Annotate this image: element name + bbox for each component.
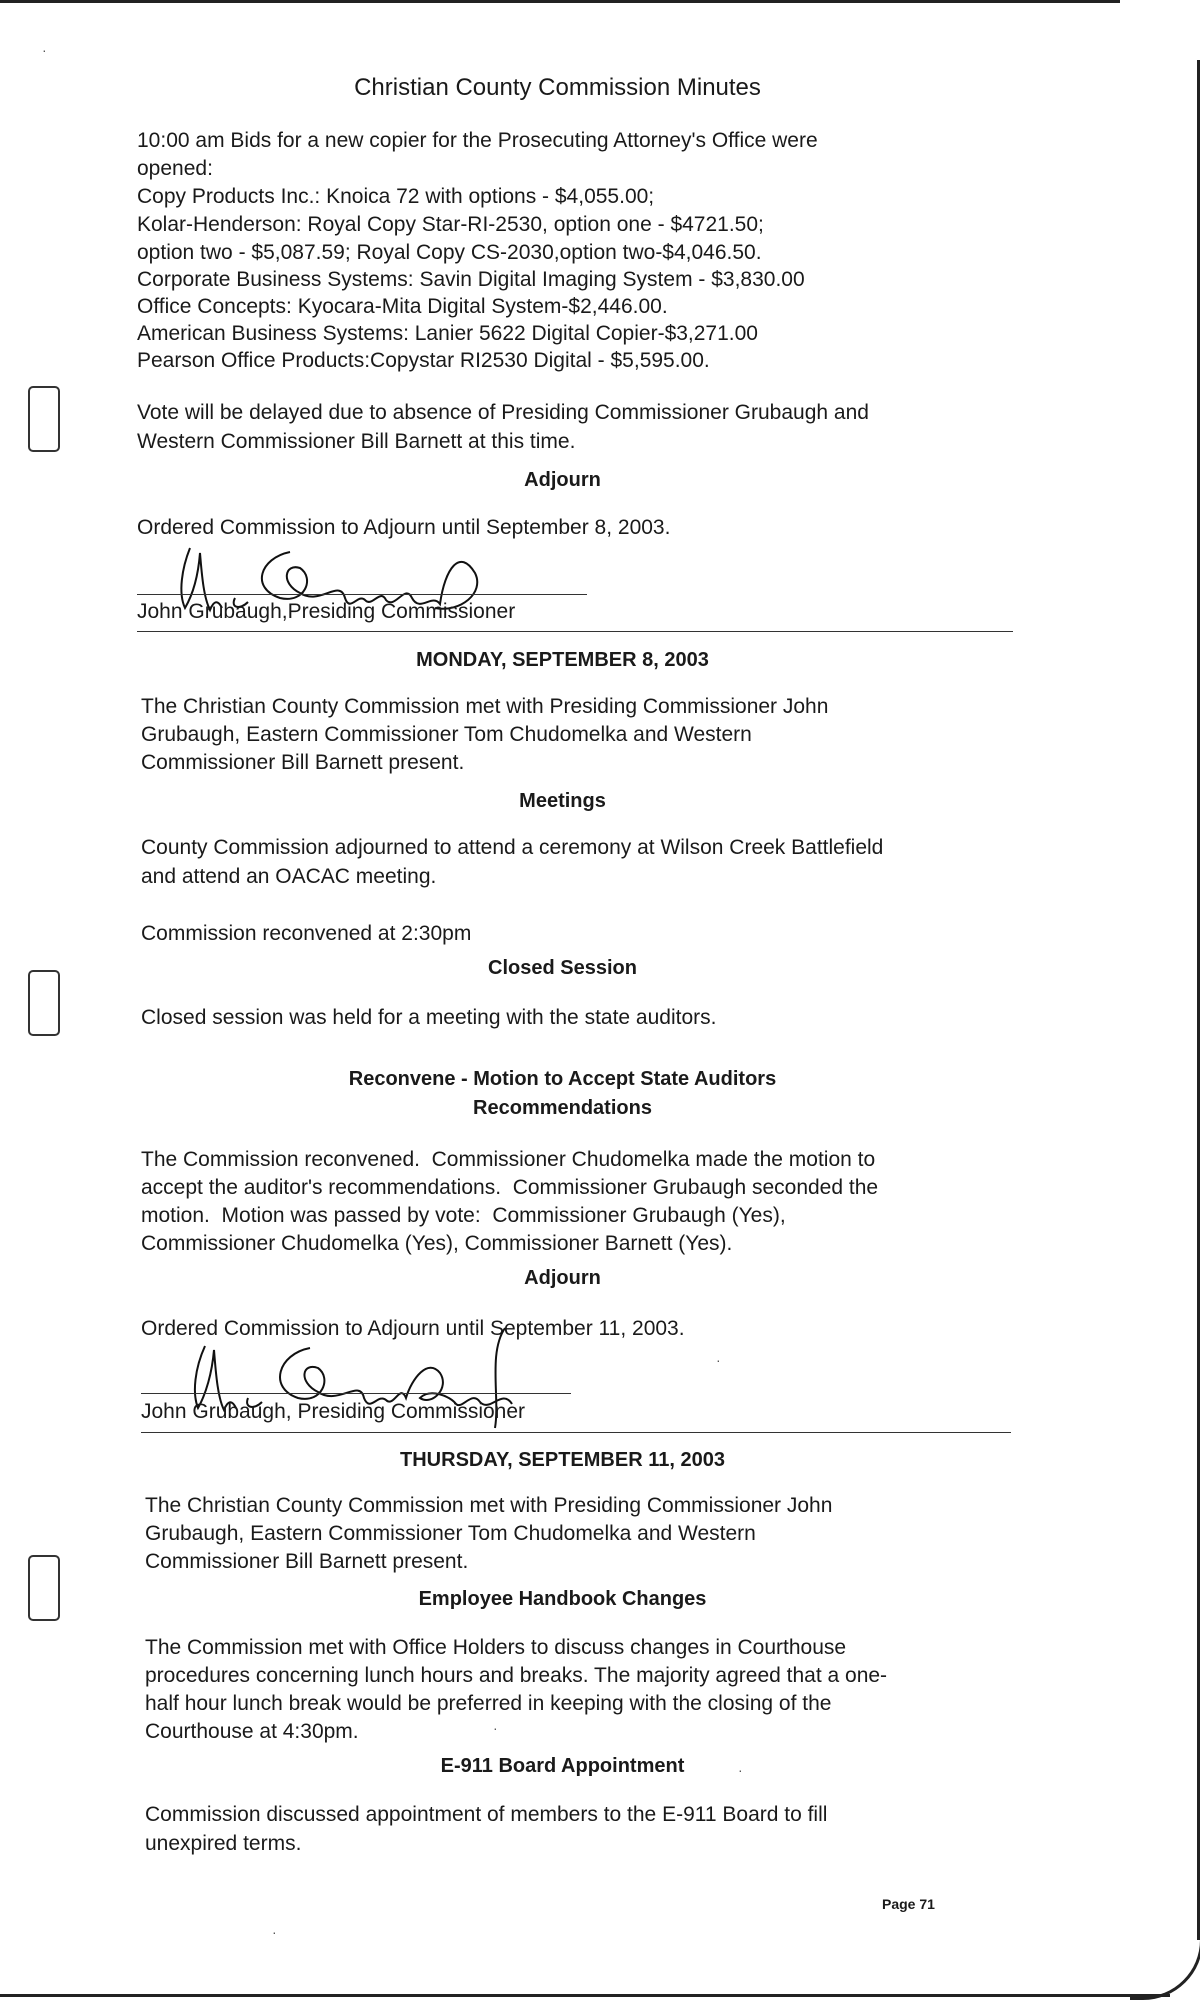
- handbook-line: The Commission met with Office Holders to discuss changes in Courthouse: [145, 1636, 847, 1659]
- reconvened-text: Commission reconvened at 2:30pm: [141, 922, 472, 945]
- adjourn-text: Ordered Commission to Adjourn until September 8, 2003.: [137, 516, 671, 539]
- page-corner-top-right: [1110, 0, 1200, 73]
- e911-line: Commission discussed appointment of members to the E-911 Board to fill: [145, 1803, 828, 1826]
- scan-speck: ·: [42, 42, 47, 58]
- section-heading-reconvene: Reconvene - Motion to Accept State Auditors: [348, 1068, 777, 1090]
- section-heading-closed-session: Closed Session: [488, 957, 637, 979]
- bids-intro-line: 10:00 am Bids for a new copier for the Prosecuting Attorney's Office were: [137, 129, 818, 152]
- handbook-line: procedures concerning lunch hours and breaks. The majority agreed that a one-: [145, 1664, 888, 1687]
- signature-line: [137, 594, 587, 595]
- signature-line: [141, 1393, 571, 1394]
- section-divider: [137, 631, 1013, 632]
- signature-caption: John Grubaugh, Presiding Commissioner: [141, 1400, 526, 1423]
- handbook-line: half hour lunch break would be preferred in keeping with the closing of the: [145, 1692, 832, 1715]
- bid-line: Copy Products Inc.: Knoica 72 with options - $4,055.00;: [137, 185, 655, 208]
- reconvene-line: Commissioner Chudomelka (Yes), Commissioner Barnett (Yes).: [141, 1232, 733, 1255]
- vote-line: Western Commissioner Bill Barnett at this time.: [137, 430, 576, 453]
- e911-line: unexpired terms.: [145, 1832, 302, 1855]
- adjourn-text: Ordered Commission to Adjourn until September 11, 2003.: [141, 1317, 685, 1340]
- bid-line: option two - $5,087.59; Royal Copy CS-2030,option two-$4,046.50.: [137, 241, 762, 264]
- document-title: Christian County Commission Minutes: [354, 74, 761, 101]
- signature-caption: John Grubaugh,Presiding Commissioner: [137, 600, 516, 623]
- attendance-line: The Christian County Commission met with Presiding Commissioner John: [141, 695, 829, 718]
- section-heading-reconvene: Recommendations: [473, 1097, 652, 1119]
- binder-hole: [28, 386, 60, 452]
- section-divider: [141, 1432, 1011, 1433]
- vote-line: Vote will be delayed due to absence of Presiding Commissioner Grubaugh and: [137, 401, 869, 424]
- attendance-line: Grubaugh, Eastern Commissioner Tom Chudomelka and Western: [145, 1522, 756, 1545]
- bids-intro-line: opened:: [137, 157, 213, 180]
- attendance-line: Commissioner Bill Barnett present.: [141, 751, 465, 774]
- date-heading: THURSDAY, SEPTEMBER 11, 2003: [400, 1449, 725, 1471]
- closed-session-text: Closed session was held for a meeting with the state auditors.: [141, 1006, 717, 1029]
- section-heading-e911-board: E-911 Board Appointment: [440, 1755, 685, 1777]
- reconvene-line: accept the auditor's recommendations. Commissioner Grubaugh seconded the: [141, 1176, 879, 1199]
- bid-line: Pearson Office Products:Copystar RI2530 Digital - $5,595.00.: [137, 349, 710, 372]
- section-heading-employee-handbook: Employee Handbook Changes: [418, 1588, 707, 1610]
- section-heading-meetings: Meetings: [519, 790, 606, 812]
- attendance-line: The Christian County Commission met with Presiding Commissioner John: [145, 1494, 833, 1517]
- attendance-line: Grubaugh, Eastern Commissioner Tom Chudomelka and Western: [141, 723, 752, 746]
- page-corner-bottom-right: [1130, 1920, 1200, 2000]
- section-heading-adjourn: Adjourn: [524, 1267, 601, 1289]
- bid-line: Office Concepts: Kyocara-Mita Digital System-$2,446.00.: [137, 295, 668, 318]
- bid-line: Kolar-Henderson: Royal Copy Star-RI-2530, option one - $4721.50;: [137, 213, 764, 236]
- scan-speck: ·: [272, 1924, 277, 1940]
- bid-line: Corporate Business Systems: Savin Digital Imaging System - $3,830.00: [137, 268, 805, 291]
- reconvene-line: The Commission reconvened. Commissioner Chudomelka made the motion to: [141, 1148, 876, 1171]
- handbook-line: Courthouse at 4:30pm.: [145, 1720, 359, 1743]
- page-edge-top: [0, 0, 1120, 3]
- scan-speck: ·: [493, 1720, 498, 1736]
- meetings-line: County Commission adjourned to attend a ceremony at Wilson Creek Battlefield: [141, 836, 884, 859]
- bid-line: American Business Systems: Lanier 5622 Digital Copier-$3,271.00: [137, 322, 758, 345]
- meetings-line: and attend an OACAC meeting.: [141, 865, 437, 888]
- date-heading: MONDAY, SEPTEMBER 8, 2003: [416, 649, 709, 671]
- section-heading-adjourn: Adjourn: [524, 469, 601, 491]
- scan-speck: ·: [738, 1762, 743, 1778]
- scan-speck: ·: [716, 1352, 721, 1368]
- attendance-line: Commissioner Bill Barnett present.: [145, 1550, 469, 1573]
- reconvene-line: motion. Motion was passed by vote: Commissioner Grubaugh (Yes),: [141, 1204, 786, 1227]
- page-number: Page 71: [882, 1896, 935, 1912]
